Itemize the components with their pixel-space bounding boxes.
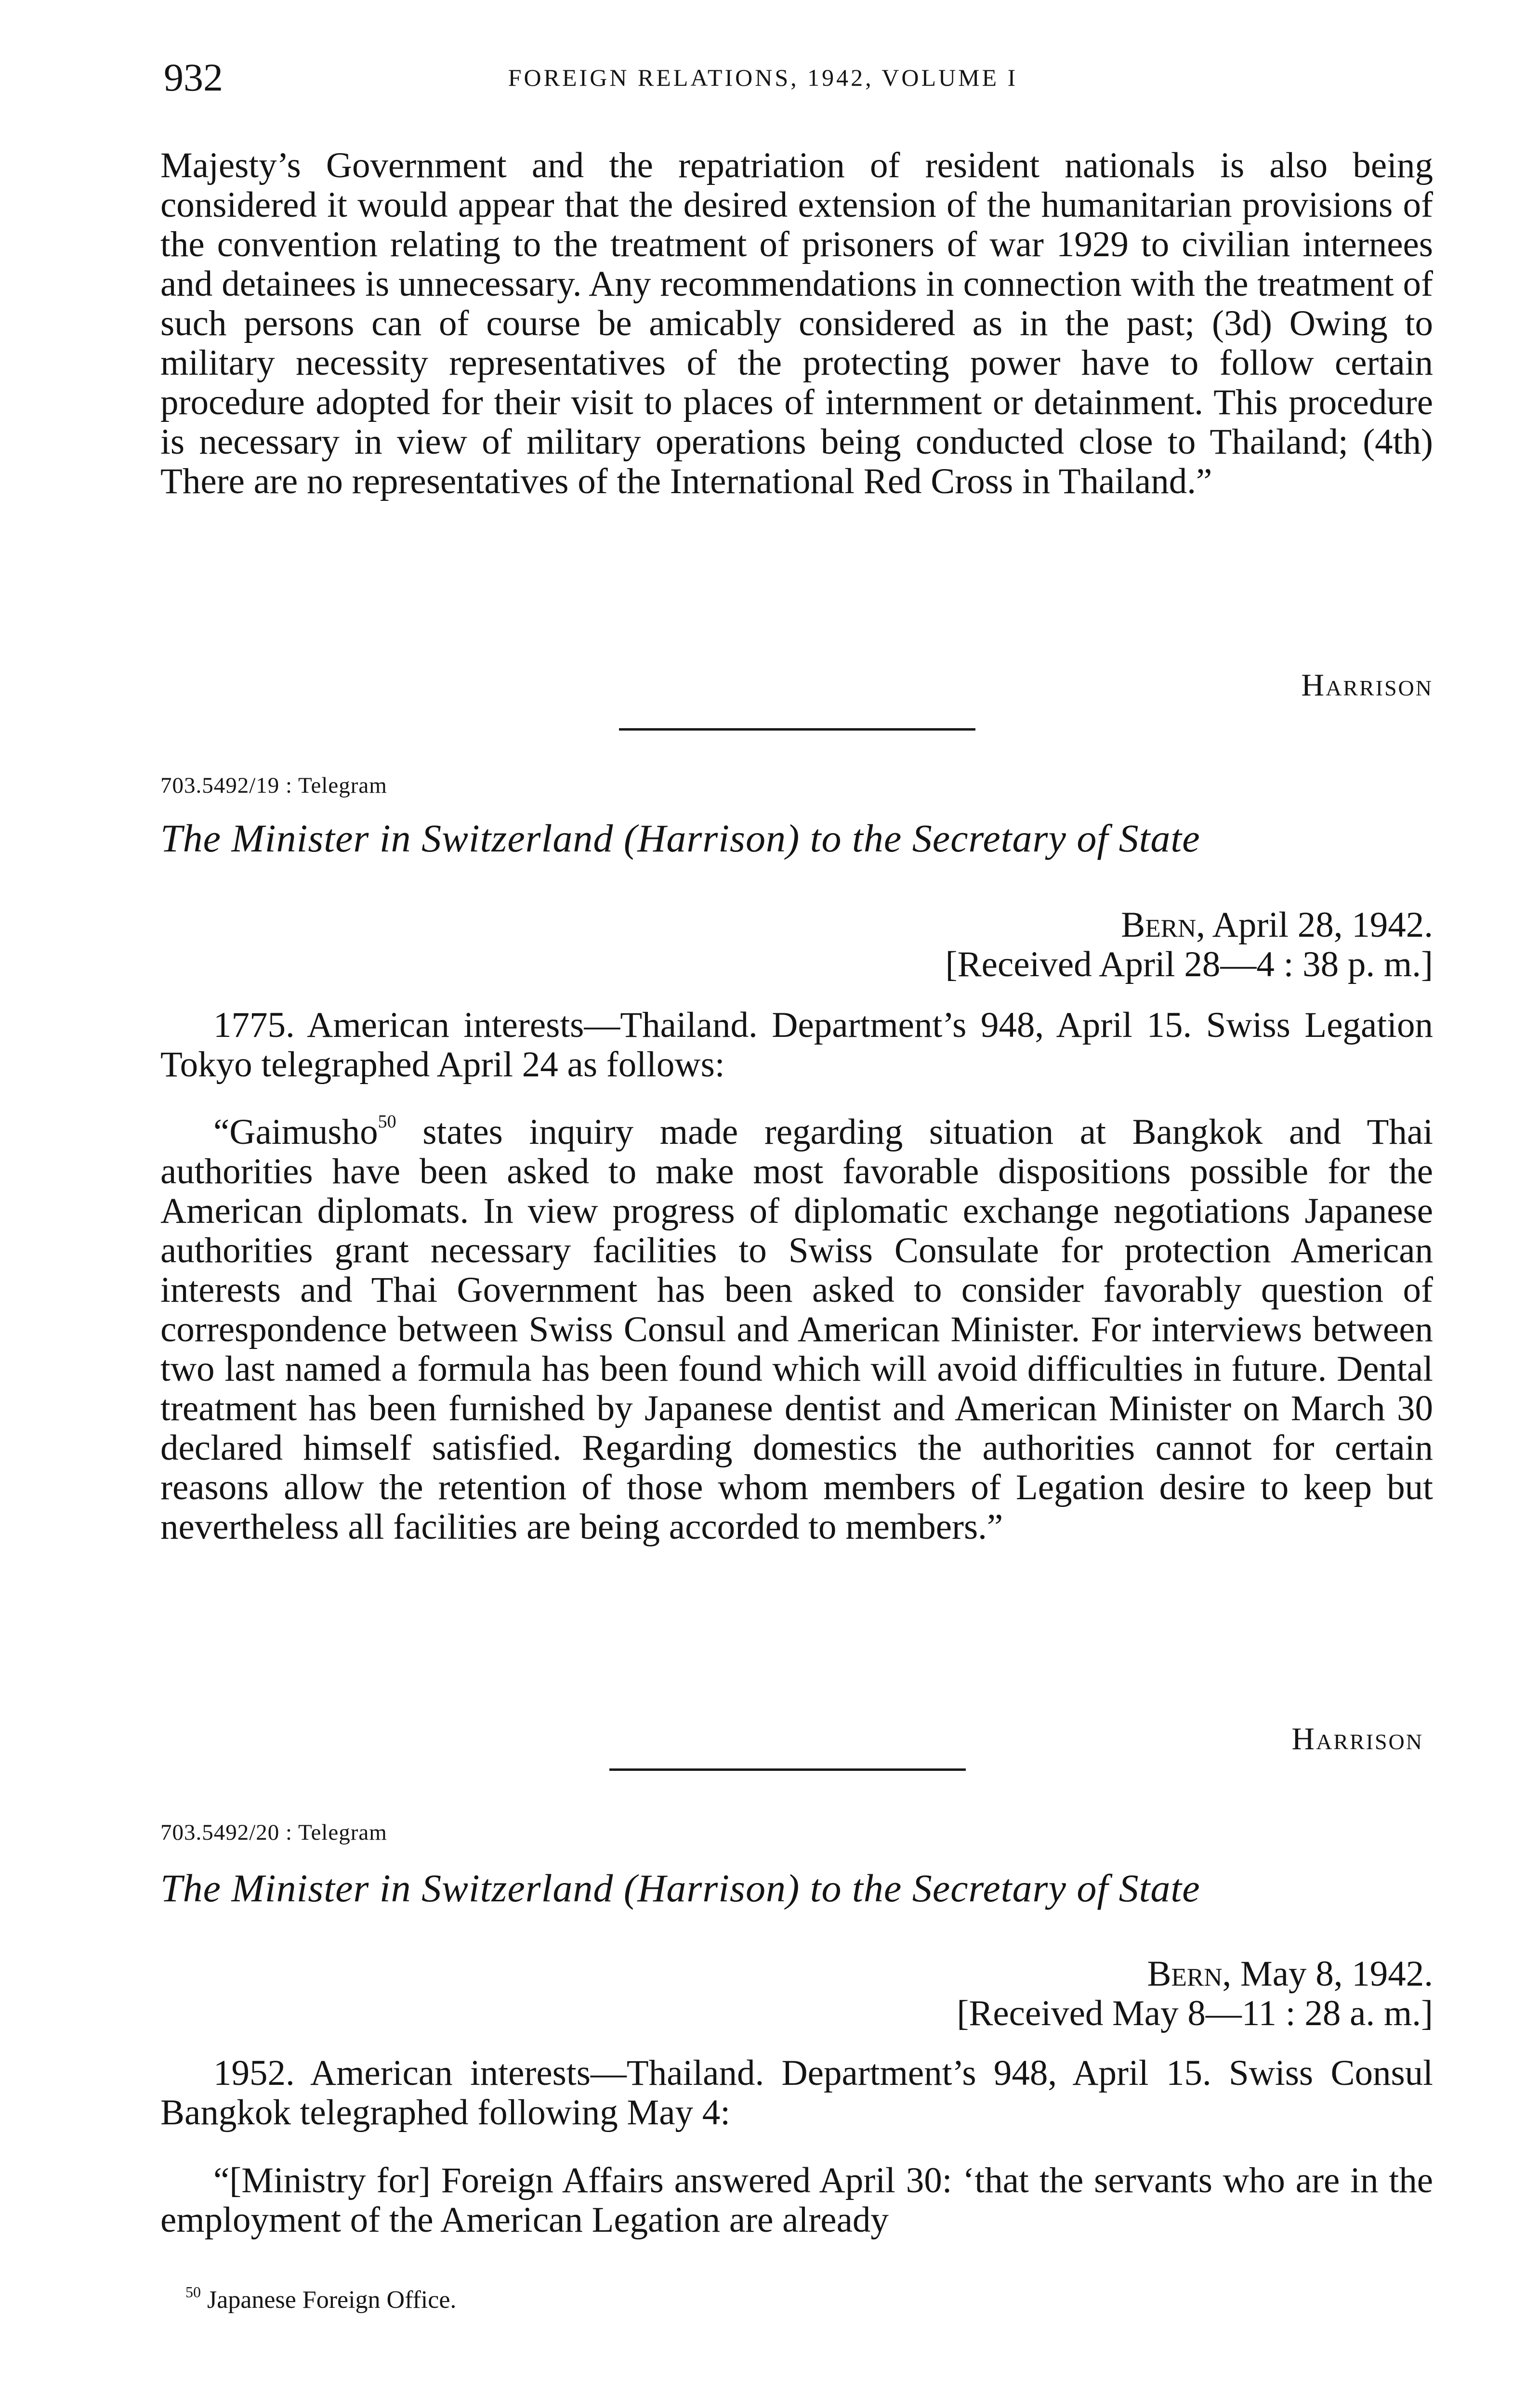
continuation-paragraph: Majesty’s Government and the repatriation of resident nationals is also being considered it would appear that the desired extension of the humanitarian provisions of the convention relating to the treatment of prisoners of war 1929 to civilian internees and detainees is unnecessary. Any recommendations in connection with the treatment of such persons can of course be amicably considered as in the past; (3d) Owing to military necessity representatives of the protecting power have to follow certain procedure adopted for their visit to places of internment or detainment. This procedure is necessary in view of military operations being conducted close to Thailand; (4th) There are no representatives of the International Red Cross in Thailand.”	[160, 145, 1433, 501]
footnote-text: Japanese Foreign Office.	[207, 2286, 457, 2314]
dateline	[160, 905, 1433, 945]
quoted-telegram: “[Ministry for] Foreign Affairs answered April 30: ‘that the servants who are in the employment of the American Legation are already	[160, 2160, 1433, 2240]
signature: Harrison	[1291, 1721, 1423, 1756]
page-number: 932	[164, 55, 223, 99]
dateline-date: April 28, 1942.	[1212, 905, 1433, 945]
file-reference: 703.5492/19 : Telegram	[160, 773, 387, 798]
document-heading: The Minister in Switzerland (Harrison) to the Secretary of State	[160, 816, 1200, 860]
received-line: [Received May 8—11 : 28 a. m.]	[957, 1993, 1433, 2033]
section-divider	[619, 728, 975, 731]
received-line: [Received April 28—4 : 38 p. m.]	[945, 944, 1433, 984]
dateline-place: Bern,	[1121, 905, 1206, 945]
quote-body: states inquiry made regarding situation at Bangkok and Thai authorities have been asked to make most favorable dispositions possible for the American diplomats. In view progress of diplomatic exchange negotiations Japanese authorities grant necessary facilities to Swiss Consulate for protection American interests and Thai Government has been asked to consider favorably question of correspondence between Swiss Consul and American Minister. For interviews between two last named a formula has been found which will avoid difficulties in future. Dental treatment has been furnished by Japanese dentist and American Minister on March 30 declared himself satisfied. Regarding domestics the authorities cannot for certain reasons allow the retention of those whom members of Legation desire to keep but nevertheless all facilities are being accorded to members.”	[160, 1112, 1433, 1547]
section-divider	[609, 1768, 966, 1771]
footnote-marker: 50	[378, 1112, 396, 1132]
file-reference: 703.5492/20 : Telegram	[160, 1820, 387, 1845]
document-heading: The Minister in Switzerland (Harrison) to the Secretary of State	[160, 1866, 1200, 1910]
quote-opening: “Gaimusho	[213, 1112, 378, 1152]
signature: Harrison	[1301, 667, 1433, 703]
message-paragraph: 1775. American interests—Thailand. Department’s 948, April 15. Swiss Legation Tokyo telegraphed April 24 as follows:	[160, 1005, 1433, 1085]
dateline-place: Bern,	[1147, 1954, 1232, 1994]
dateline-date: May 8, 1942.	[1240, 1954, 1433, 1994]
running-title: FOREIGN RELATIONS, 1942, VOLUME I	[508, 64, 1018, 91]
dateline	[160, 1954, 1433, 1994]
footnote-number: 50	[185, 2283, 201, 2301]
footnote	[185, 2283, 457, 2314]
quoted-telegram	[160, 1112, 1433, 1547]
message-paragraph: 1952. American interests—Thailand. Department’s 948, April 15. Swiss Consul Bangkok telegraphed following May 4:	[160, 2053, 1433, 2133]
